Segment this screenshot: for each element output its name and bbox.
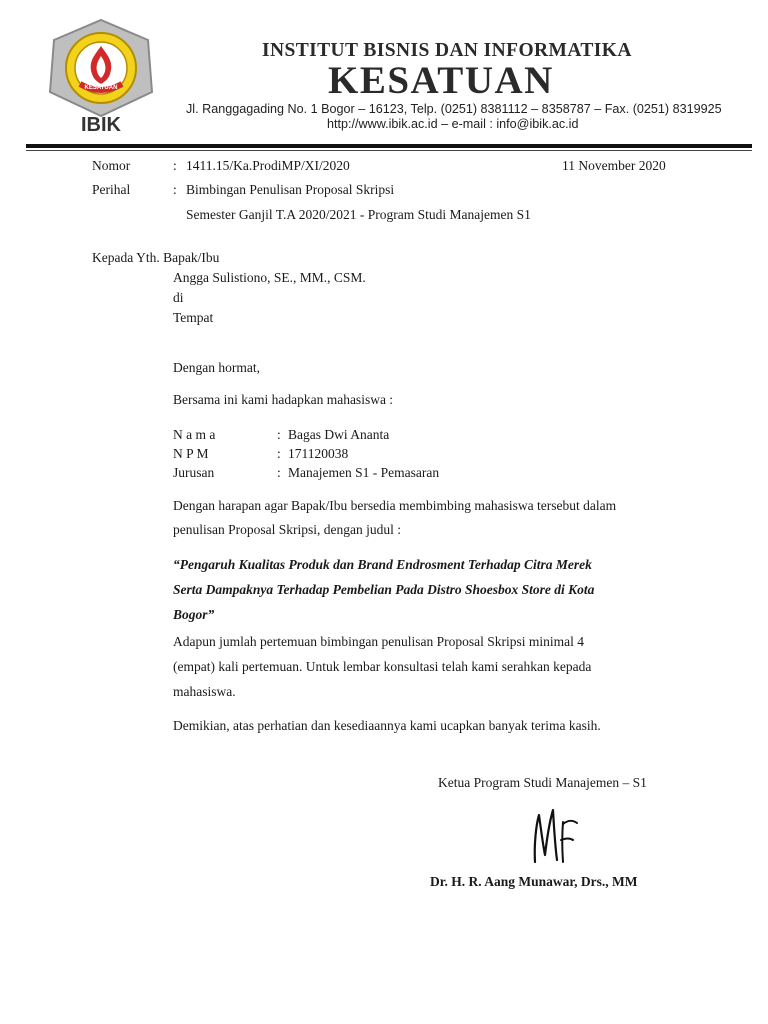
seal-text: KESATUAN [84,85,118,91]
letter-number: 1411.15/Ka.ProdiMP/XI/2020 [186,158,350,173]
thesis-title-line-2: Serta Dampaknya Terhadap Pembelian Pada Distro Shoesbox Store di Kota [173,582,595,597]
student-name-label: N a m a [173,427,216,442]
institution-name: INSTITUT BISNIS DAN INFORMATIKA [262,40,632,61]
subject-line-2: Semester Ganjil T.A 2020/2021 - Program Studi Manajemen S1 [186,207,531,222]
meeting-line-2: (empat) kali pertemuan. Untuk lembar konsultasi telah kami serahkan kepada [173,659,592,674]
institution-logo [48,18,154,136]
address-line: Jl. Ranggagading No. 1 Bogor – 16123, Telp. (0251) 8381112 – 8358787 – Fax. (0251) 8319925 [186,102,722,116]
recipient-di: di [173,290,184,305]
perihal-label: Perihal [92,182,131,197]
meeting-line-1: Adapun jumlah pertemuan bimbingan penulisan Proposal Skripsi minimal 4 [173,634,584,649]
request-line-1: Dengan harapan agar Bapak/Ibu bersedia membimbing mahasiswa tersebut dalam [173,498,617,513]
contact-line: http://www.ibik.ac.id – e-mail : info@ibik.ac.id [327,117,579,131]
student-major-separator: : [277,465,281,480]
greeting: Dengan hormat, [173,360,260,375]
thesis-title-line-3: Bogor” [173,607,215,622]
letterhead-divider [26,144,752,148]
student-npm-label: N P M [173,446,209,461]
recipient-salutation: Kepada Yth. Bapak/Ibu [92,250,220,265]
institution-name-large: KESATUAN [328,59,554,102]
signatory-position: Ketua Program Studi Manajemen – S1 [438,775,647,790]
signature-mark [525,800,585,870]
student-npm: 171120038 [288,446,349,461]
letterhead-divider-thin [26,150,752,151]
subject-line-1: Bimbingan Penulisan Proposal Skripsi [186,182,395,197]
logo-text: IBIK [81,114,121,136]
student-name-separator: : [277,427,281,442]
signatory-name: Dr. H. R. Aang Munawar, Drs., MM [430,874,638,889]
letter-date: 11 November 2020 [562,158,666,173]
perihal-separator: : [173,182,177,197]
intro-text: Bersama ini kami hadapkan mahasiswa : [173,392,394,407]
nomor-label: Nomor [92,158,131,173]
meeting-line-3: mahasiswa. [173,684,236,699]
thesis-title-line-1: “Pengaruh Kualitas Produk dan Brand Endrosment Terhadap Citra Merek [173,557,592,572]
student-major-label: Jurusan [173,465,215,480]
student-name: Bagas Dwi Ananta [288,427,390,442]
student-npm-separator: : [277,446,281,461]
nomor-separator: : [173,158,177,173]
recipient-place: Tempat [173,310,214,325]
closing-text: Demikian, atas perhatian dan kesediaannya kami ucapkan banyak terima kasih. [173,718,601,733]
request-line-2: penulisan Proposal Skripsi, dengan judul : [173,522,401,537]
recipient-name: Angga Sulistiono, SE., MM., CSM. [173,270,366,285]
student-major: Manajemen S1 - Pemasaran [288,465,440,480]
